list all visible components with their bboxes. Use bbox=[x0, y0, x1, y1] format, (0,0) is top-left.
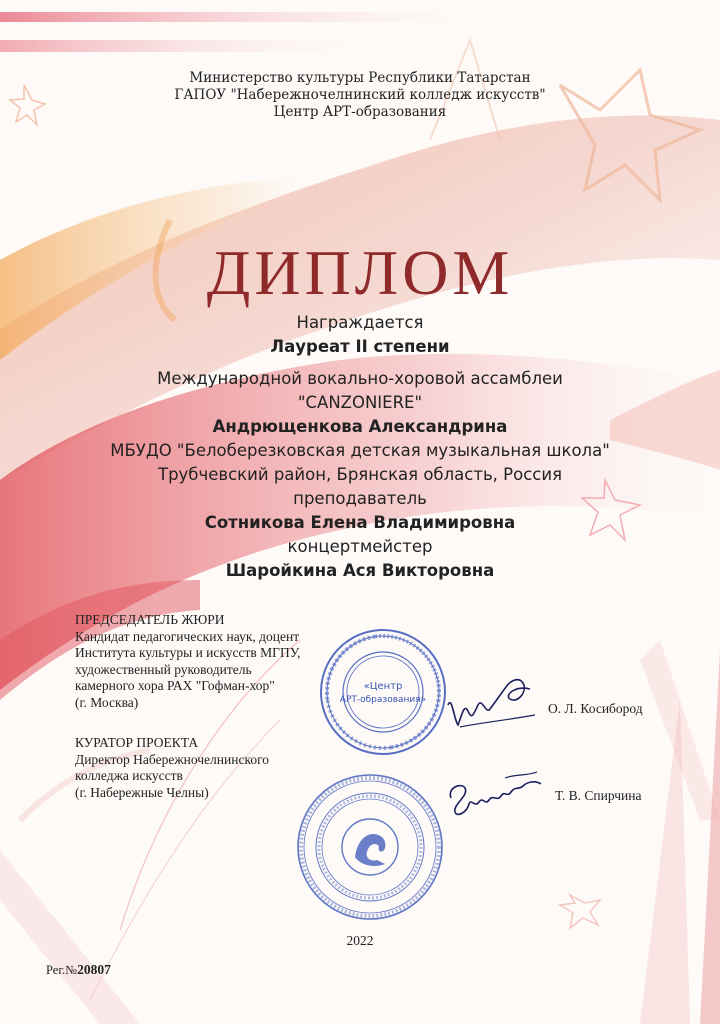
teacher-name: Сотникова Елена Владимировна bbox=[204, 513, 516, 532]
stamp1-line2: АРТ-образования» bbox=[339, 695, 427, 705]
header-ministry: Министерство культуры Республики Татарстан bbox=[189, 70, 531, 86]
award-place: Лауреат II степени bbox=[270, 337, 450, 356]
jury-line-3: художественный руководитель bbox=[75, 661, 252, 677]
registration-value: 20807 bbox=[77, 962, 111, 977]
curator-line-1: Директор Набережночелнинского bbox=[75, 751, 270, 767]
award-block bbox=[0, 311, 720, 583]
teacher-role: преподаватель bbox=[293, 489, 427, 508]
header-college: ГАПОУ "Набережночелнинский колледж искусств" bbox=[174, 87, 546, 103]
jury-signer-name: О. Л. Косибород bbox=[548, 701, 643, 716]
header-block bbox=[0, 70, 720, 121]
diploma-title: ДИПЛОМ bbox=[206, 237, 514, 308]
registration-label: Рег.№ bbox=[46, 963, 78, 977]
diploma-year: 2022 bbox=[346, 933, 374, 948]
jury-line-1: Кандидат педагогических наук, доцент bbox=[75, 628, 300, 644]
curator-line-2: колледжа искусств bbox=[75, 768, 183, 783]
header-center: Центр АРТ-образования bbox=[273, 104, 447, 120]
accompanist-role: концертмейстер bbox=[287, 537, 433, 556]
event-line-2: "CANZONIERE" bbox=[297, 393, 423, 412]
event-line-1: Международной вокально-хоровой ассамблеи bbox=[157, 369, 563, 388]
stamp-college-seal bbox=[295, 772, 445, 922]
signature-kosiborod bbox=[440, 665, 540, 745]
jury-chair-block bbox=[75, 612, 300, 711]
curator-line-3: (г. Набережные Челны) bbox=[75, 784, 209, 800]
registration-number bbox=[46, 962, 111, 978]
awarded-label: Награждается bbox=[296, 313, 424, 332]
school-name: МБУДО "Белоберезковская детская музыкальная школа" bbox=[110, 441, 610, 460]
region: Трубчевский район, Брянская область, Россия bbox=[157, 465, 563, 484]
jury-line-5: (г. Москва) bbox=[75, 694, 139, 710]
curator-signer-name: Т. В. Спирчина bbox=[555, 788, 642, 803]
jury-role: ПРЕДСЕДАТЕЛЬ ЖЮРИ bbox=[75, 612, 225, 627]
curator-block bbox=[75, 735, 269, 801]
jury-line-4: камерного хора РАХ "Гофман-хор" bbox=[75, 678, 275, 693]
accompanist-name: Шаройкина Ася Викторовна bbox=[225, 561, 495, 580]
signature-spirchina bbox=[445, 768, 545, 828]
stamp1-line1: «Центр bbox=[363, 681, 403, 692]
jury-line-2: Института культуры и искусств МГПУ, bbox=[75, 645, 301, 660]
participant-name: Андрющенкова Александрина bbox=[212, 417, 508, 436]
curator-role: КУРАТОР ПРОЕКТА bbox=[75, 735, 199, 750]
stamp-art-center bbox=[318, 627, 448, 757]
